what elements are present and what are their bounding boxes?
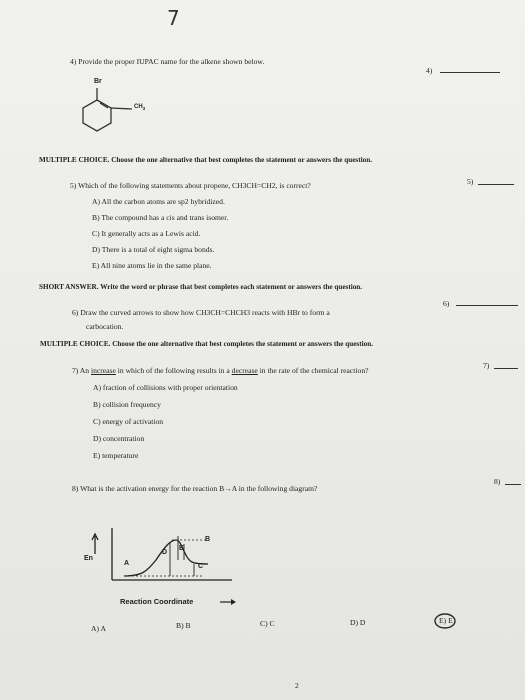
page-number: 2: [295, 681, 299, 690]
q8-answer-number: 8): [494, 477, 501, 486]
point-label-b: B: [205, 536, 211, 543]
q5-answer-number: 5): [467, 177, 474, 186]
q7-option-e[interactable]: E) temperature: [93, 451, 139, 460]
short-answer-header: SHORT ANSWER. Write the word or phrase that best completes each statement or answers the question.: [39, 283, 363, 291]
q5-option-c[interactable]: C) It generally acts as a Lewis acid.: [92, 229, 201, 238]
q8-option-a[interactable]: A) A: [91, 624, 106, 633]
q7-answer-number: 7): [483, 361, 490, 370]
q4-bromo-label: Br: [94, 78, 102, 85]
q7-option-b[interactable]: B) collision frequency: [93, 400, 161, 409]
q6-answer-number: 6): [443, 299, 450, 308]
q8-option-e[interactable]: E) E: [439, 616, 453, 625]
x-axis-arrow: [220, 599, 236, 605]
point-label-c: C: [198, 563, 204, 570]
q8-option-c[interactable]: C) C: [260, 619, 275, 628]
y-axis-label: En: [84, 555, 93, 562]
x-axis-label: Reaction Coordinate: [120, 597, 194, 606]
q8-prompt: 8) What is the activation energy for the reaction B→A in the following diagram?: [72, 484, 318, 493]
point-label-a: A: [124, 560, 130, 567]
q4-answer-number: 4): [426, 66, 433, 75]
q7-answer-blank[interactable]: [494, 368, 518, 369]
point-label-e: E: [179, 545, 184, 552]
q7-option-a[interactable]: A) fraction of collisions with proper orientation: [93, 383, 238, 392]
q5-prompt: 5) Which of the following statements about propene, CH3CH=CH2, is correct?: [70, 181, 311, 190]
circled-answer-mark: [432, 612, 458, 630]
q5-option-d[interactable]: D) There is a total of eight sigma bonds.: [92, 245, 215, 254]
energy-curve: [124, 540, 208, 576]
q8-answer-blank[interactable]: [505, 484, 521, 485]
cyclohexene-ring: [80, 76, 170, 146]
q4-prompt: 4) Provide the proper IUPAC name for the alkene shown below.: [70, 57, 265, 66]
q7-option-d[interactable]: D) concentration: [93, 434, 145, 443]
q5-option-e[interactable]: E) All nine atoms lie in the same plane.: [92, 261, 212, 270]
q6-answer-blank[interactable]: [456, 305, 518, 306]
q4-structure: [80, 76, 170, 146]
q6-prompt-line1: 6) Draw the curved arrows to show how CH3CH=CHCH3 reacts with HBr to form a: [72, 308, 330, 317]
q5-answer-blank[interactable]: [478, 184, 514, 185]
q7-prompt: 7) An increase in which of the following results in a decrease in the rate of the chemical reaction?: [72, 366, 369, 375]
mc-header-2: MULTIPLE CHOICE. Choose the one alternative that best completes the statement or answers the question.: [40, 340, 373, 348]
mc-header-1: MULTIPLE CHOICE. Choose the one alternative that best completes the statement or answers the question.: [39, 156, 372, 164]
q4-answer-blank[interactable]: [440, 72, 500, 73]
point-label-d: D: [162, 549, 168, 556]
q4-methyl-label: $CH_3$: [134, 104, 146, 112]
q5-option-b[interactable]: B) The compound has a cis and trans isomer.: [92, 213, 229, 222]
handwritten-page-mark: 7: [167, 6, 180, 30]
q6-prompt-line2: carbocation.: [86, 322, 124, 331]
q8-option-b[interactable]: B) B: [176, 621, 191, 630]
q7-option-c[interactable]: C) energy of activation: [93, 417, 164, 426]
q5-option-a[interactable]: A) All the carbon atoms are sp2 hybridized.: [92, 197, 225, 206]
q8-option-d[interactable]: D) D: [350, 618, 366, 627]
